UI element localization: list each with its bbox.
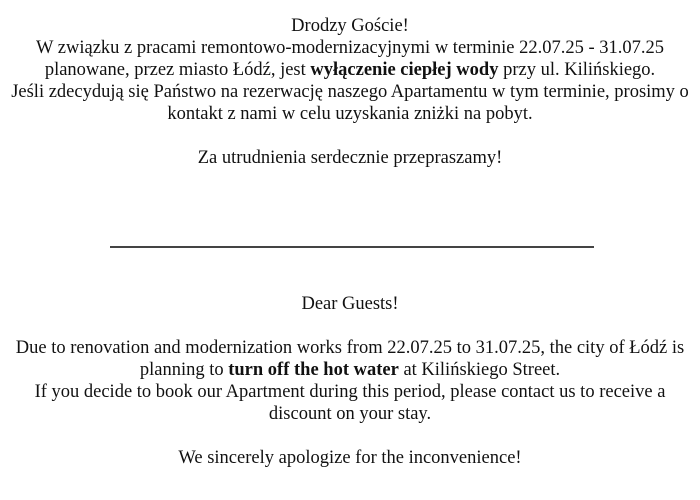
polish-notice [0, 15, 700, 169]
polish-line-2-pre: planowane, przez miasto Łódź, jest [44, 60, 311, 80]
spacer [0, 425, 700, 447]
polish-hot-water-emphasis: wyłączenie ciepłej wody [310, 60, 499, 80]
spacer [0, 125, 700, 147]
polish-line-4: kontakt z nami w celu uzyskania zniżki na pobyt. [167, 104, 533, 124]
english-line-2-post: at Kilińskiego Street. [398, 360, 561, 380]
english-greeting: Dear Guests! [301, 294, 399, 314]
english-line-3: If you decide to book our Apartment during this period, please contact us to receive a [34, 382, 666, 402]
english-hot-water-emphasis: turn off the hot water [228, 360, 399, 380]
polish-apology: Za utrudnienia serdecznie przepraszamy! [197, 148, 503, 168]
polish-line-1: W związku z pracami remontowo-modernizacyjnymi w terminie 22.07.25 - 31.07.25 [36, 38, 664, 58]
polish-line-3: Jeśli zdecydują się Państwo na rezerwację naszego Apartamentu w tym terminie, prosimy o [11, 82, 689, 102]
english-line-2-pre: planning to [139, 360, 229, 380]
english-apology: We sincerely apologize for the inconvenience! [178, 448, 522, 468]
english-line-1: Due to renovation and modernization works from 22.07.25 to 31.07.25, the city of Łódź is [15, 338, 685, 358]
english-line-4: discount on your stay. [268, 404, 432, 424]
english-line-2 [0, 359, 700, 381]
polish-greeting: Drodzy Goście! [291, 16, 409, 36]
spacer [0, 315, 700, 337]
polish-line-2-post: przy ul. Kilińskiego. [498, 60, 656, 80]
english-notice [0, 293, 700, 469]
polish-line-2 [0, 59, 700, 81]
section-divider [110, 246, 594, 248]
